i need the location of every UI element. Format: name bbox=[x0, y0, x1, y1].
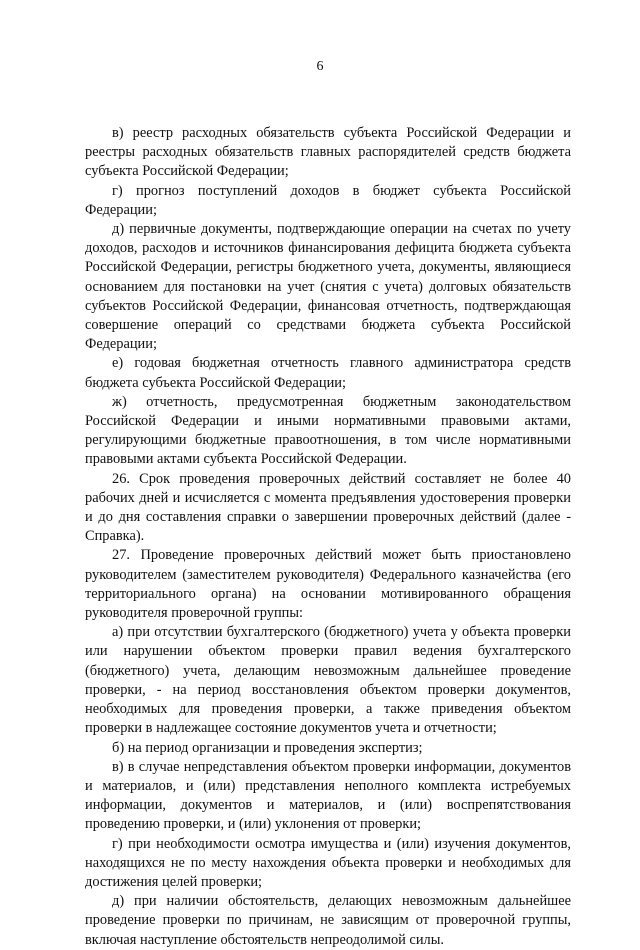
paragraph-a-no-accounting: а) при отсутствии бухгалтерского (бюджетного) учета у объекта проверки или нарушении объектом проверки правил ведения бухгалтерского (бюджетного) учета, делающим невозможным дальнейшее проведение проверки, - на период восстановления объектом проверки документов, необходимых для проведения проверки, а также приведения объектом проверки в надлежащее состояние документов учета и отчетности; bbox=[85, 624, 571, 737]
paragraph-d-force-majeure: д) при наличии обстоятельств, делающих невозможным дальнейшее проведение проверки по причинам, не зависящим от проверочной группы, включая наступление обстоятельств непреодолимой силы. bbox=[85, 893, 571, 948]
paragraph-v-expenditure-register: в) реестр расходных обязательств субъекта Российской Федерации и реестры расходных обязательств главных распорядителей средств бюджета субъекта Российской Федерации; bbox=[85, 125, 571, 180]
paragraph-zh-statutory-reporting: ж) отчетность, предусмотренная бюджетным законодательством Российской Федерации и иными нормативными правовыми актами, регулирующими бюджетные правоотношения, в том числе нормативными правовыми актами субъекта Российской Федерации. bbox=[85, 393, 571, 468]
paragraph-g-property-inspection: г) при необходимости осмотра имущества и (или) изучения документов, находящихся не по месту нахождения объекта проверки и необходимых для достижения целей проверки; bbox=[85, 835, 571, 890]
paragraph-26-inspection-term: 26. Срок проведения проверочных действий составляет не более 40 рабочих дней и исчисляется с момента предъявления удостоверения проверки и до дня составления справки о завершении проверочных действий (далее - Справка). bbox=[85, 470, 571, 545]
paragraph-b-expertise: б) на период организации и проведения экспертиз; bbox=[112, 739, 423, 756]
paragraph-e-annual-reporting: е) годовая бюджетная отчетность главного администратора средств бюджета субъекта Российской Федерации; bbox=[85, 355, 571, 391]
paragraph-d-primary-documents: д) первичные документы, подтверждающие операции на счетах по учету доходов, расходов и источников финансирования дефицита бюджета субъекта Российской Федерации, регистры бюджетного учета, документы, являющиеся основанием для постановки на учет (снятия с учета) долговых обязательств субъектов Российской Федерации, финансовая отчетность, подтверждающая совершение операций со средствами бюджета субъекта Российской Федерации; bbox=[85, 221, 571, 353]
paragraph-g-revenue-forecast: г) прогноз поступлений доходов в бюджет субъекта Российской Федерации; bbox=[85, 182, 571, 218]
page-number: 6 bbox=[316, 59, 324, 74]
document-body bbox=[85, 124, 571, 950]
paragraph-27-suspension: 27. Проведение проверочных действий может быть приостановлено руководителем (заместителем руководителя) Федерального казначейства (его территориального органа) на основании мотивированного обращения руководителя проверочной группы: bbox=[85, 547, 571, 622]
paragraph-v-non-submission: в) в случае непредставления объектом проверки информации, документов и материалов, и (или) представления неполного комплекта истребуемых информации, документов и материалов, и (или) воспрепятствования проведению проверки, и (или) уклонения от проверки; bbox=[85, 758, 571, 833]
